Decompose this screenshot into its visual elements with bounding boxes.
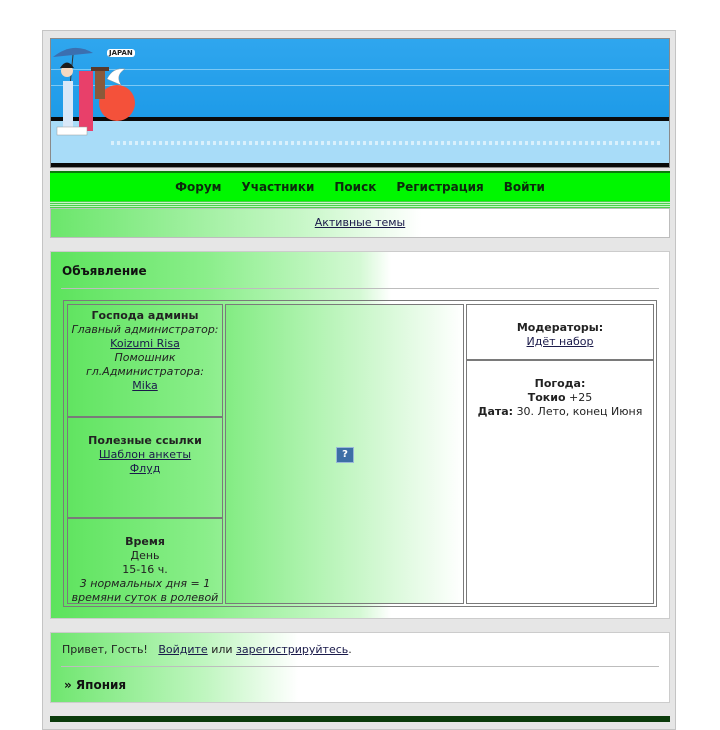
announcement-table <box>63 300 657 607</box>
banner-dots <box>111 141 663 145</box>
moderators-cell <box>466 304 654 360</box>
announcement-title: Объявление <box>62 264 147 278</box>
admins-cell <box>67 304 223 417</box>
banner-bottom-stripe <box>51 163 669 167</box>
weather-heading: Погода: <box>534 377 586 390</box>
link-flood[interactable]: Флуд <box>129 462 161 475</box>
greeting-divider <box>61 666 659 667</box>
announcement-panel <box>50 251 670 619</box>
date-value: 30. Лето, конец Июня <box>516 405 643 418</box>
greeting-panel <box>50 632 670 703</box>
links-heading: Полезные ссылки <box>88 434 202 447</box>
time-hours: 15-16 ч. <box>122 563 168 576</box>
greeting-or: или <box>211 643 233 656</box>
header-banner <box>50 38 670 168</box>
register-link[interactable]: зарегистрируйтесь <box>236 643 349 656</box>
announcement-divider <box>61 288 659 289</box>
breadcrumb[interactable]: » Япония <box>64 678 127 692</box>
nav-search[interactable]: Поиск <box>334 180 377 194</box>
nav-forum[interactable]: Форум <box>175 180 222 194</box>
main-nav <box>50 171 670 201</box>
active-topics-bar <box>50 208 670 238</box>
links-cell <box>67 417 223 518</box>
nav-login[interactable]: Войти <box>503 180 545 194</box>
moderators-heading: Модераторы: <box>516 321 604 334</box>
login-link[interactable]: Войдите <box>158 643 208 656</box>
active-topics-link[interactable]: Активные темы <box>314 216 406 229</box>
weather-temp: +25 <box>569 391 593 404</box>
banner-sky <box>51 39 669 117</box>
greeting-text <box>62 643 352 656</box>
time-note: 3 нормальных дня = 1 времяни суток в ролевой <box>71 577 219 604</box>
admin-link-koizumi[interactable]: Koizumi Risa <box>110 337 180 350</box>
weather-cell <box>466 360 654 604</box>
footer-bar <box>50 716 670 722</box>
link-form-template[interactable]: Шаблон анкеты <box>98 448 192 461</box>
admin-link-mika[interactable]: Mika <box>132 379 158 392</box>
time-day: День <box>130 549 160 562</box>
japan-logo-text: JAPAN <box>109 49 133 57</box>
admins-heading: Господа админы <box>91 309 199 322</box>
time-heading: Время <box>125 535 165 548</box>
moderators-recruiting-link[interactable]: Идёт набор <box>526 335 594 348</box>
nav-members[interactable]: Участники <box>241 180 315 194</box>
nav-register[interactable]: Регистрация <box>396 180 484 194</box>
greeting-period: . <box>348 643 352 656</box>
help-icon[interactable]: ? <box>336 447 354 463</box>
admin-role-assistant: Помошник гл.Администратора: <box>86 351 204 378</box>
announcement-image-cell <box>225 304 464 604</box>
greeting-hello: Привет, Гость! <box>62 643 148 656</box>
time-cell <box>67 518 223 604</box>
weather-city: Токио <box>527 391 566 404</box>
nav-stripes <box>50 201 670 208</box>
admin-role-main: Главный администратор: <box>71 323 219 336</box>
date-label: Дата: <box>477 405 514 418</box>
